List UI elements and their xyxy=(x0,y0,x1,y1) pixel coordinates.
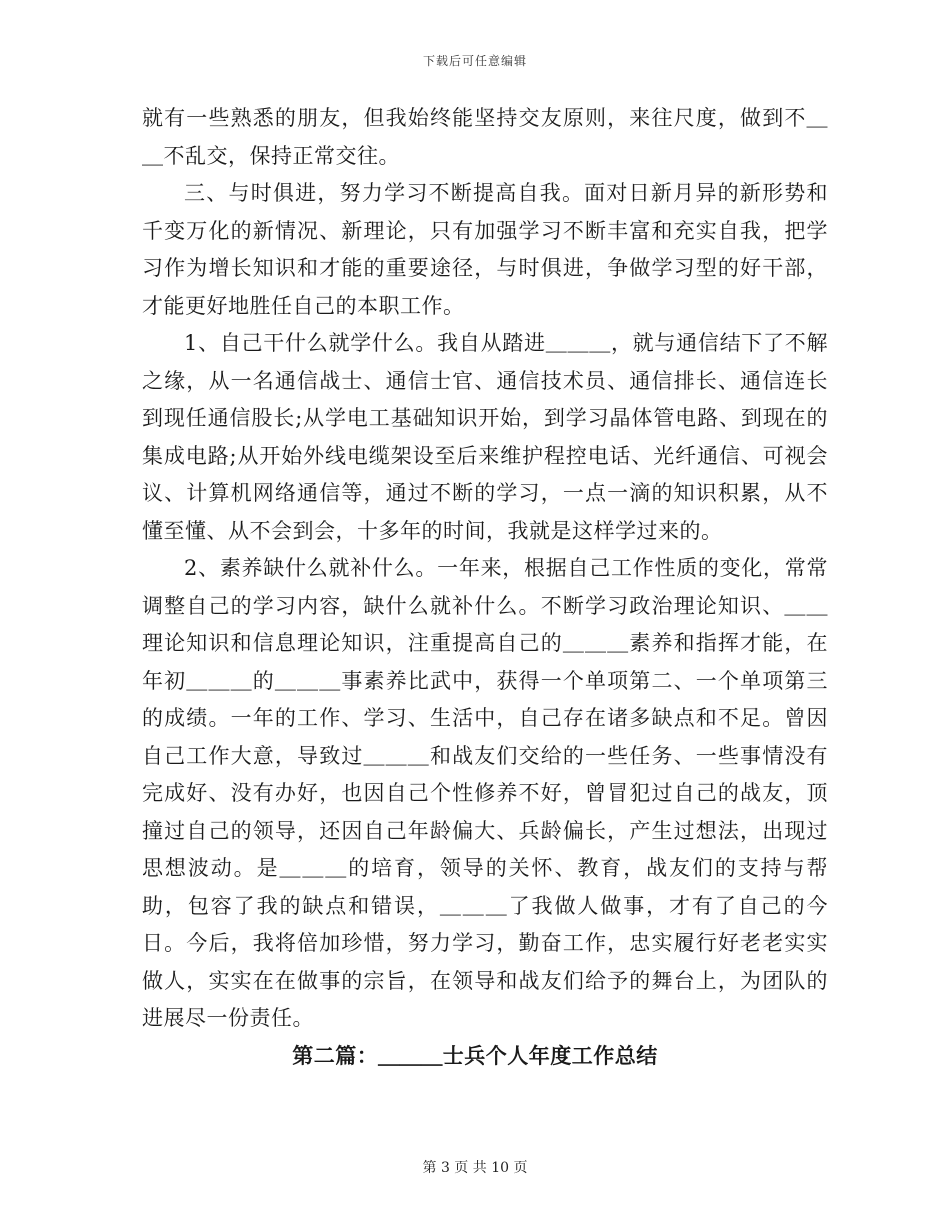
section-heading: 第二篇：＿＿＿士兵个人年度工作总结 xyxy=(292,1043,658,1068)
paragraph-section-three: 三、与时俱进，努力学习不断提高自我。面对日新月异的新形势和千变万化的新情况、新理论，只有加强学习不断丰富和充实自我，把学习作为增长知识和才能的重要途径，与时俱进，争做学习型的好干部，才能更好地胜任自己的本职工作。 xyxy=(142,181,828,318)
paragraph-point-one: 1、自己干什么就学什么。我自从踏进＿＿＿，就与通信结下了不解之缘，从一名通信战士、通信士官、通信技术员、通信排长、通信连长到现任通信股长;从学电工基础知识开始，到学习晶体管电路、到现在的集成电路;从开始外线电缆架设至后来维护程控电话、光纤通信、可视会议、计算机网络通信等，通过不断的学习，一点一滴的知识积累，从不懂至懂、从不会到会，十多年的时间，我就是这样学过来的。 xyxy=(142,331,828,543)
page-footer: 第 3 页 共 10 页 xyxy=(422,1160,528,1176)
paragraph-continued: 就有一些熟悉的朋友，但我始终能坚持交友原则，来往尺度，做到不＿＿不乱交，保持正常交往。 xyxy=(142,106,828,168)
page-header: 下载后可任意编辑 xyxy=(422,54,527,68)
paragraph-point-two: 2、素养缺什么就补什么。一年来，根据自己工作性质的变化，常常调整自己的学习内容，缺什么就补什么。不断学习政治理论知识、＿＿理论知识和信息理论知识，注重提高自己的＿＿＿素养和指挥才能，在年初＿＿＿的＿＿＿事素养比武中，获得一个单项第二、一个单项第三的成绩。一年的工作、学习、生活中，自己存在诸多缺点和不足。曾因自己工作大意，导致过＿＿＿和战友们交给的一些任务、一些事情没有完成好、没有办好，也因自己个性修养不好，曾冒犯过自己的战友，顶撞过自己的领导，还因自己年龄偏大、兵龄偏长，产生过想法，出现过思想波动。是＿＿＿的培育，领导的关怀、教育，战友们的支持与帮助，包容了我的缺点和错误，＿＿＿了我做人做事，才有了自己的今日。今后，我将倍加珍惜，努力学习，勤奋工作，忠实履行好老老实实做人，实实在在做事的宗旨，在领导和战友们给予的舞台上，为团队的进展尽一份责任。 xyxy=(142,556,828,1030)
document-body xyxy=(142,100,828,1038)
